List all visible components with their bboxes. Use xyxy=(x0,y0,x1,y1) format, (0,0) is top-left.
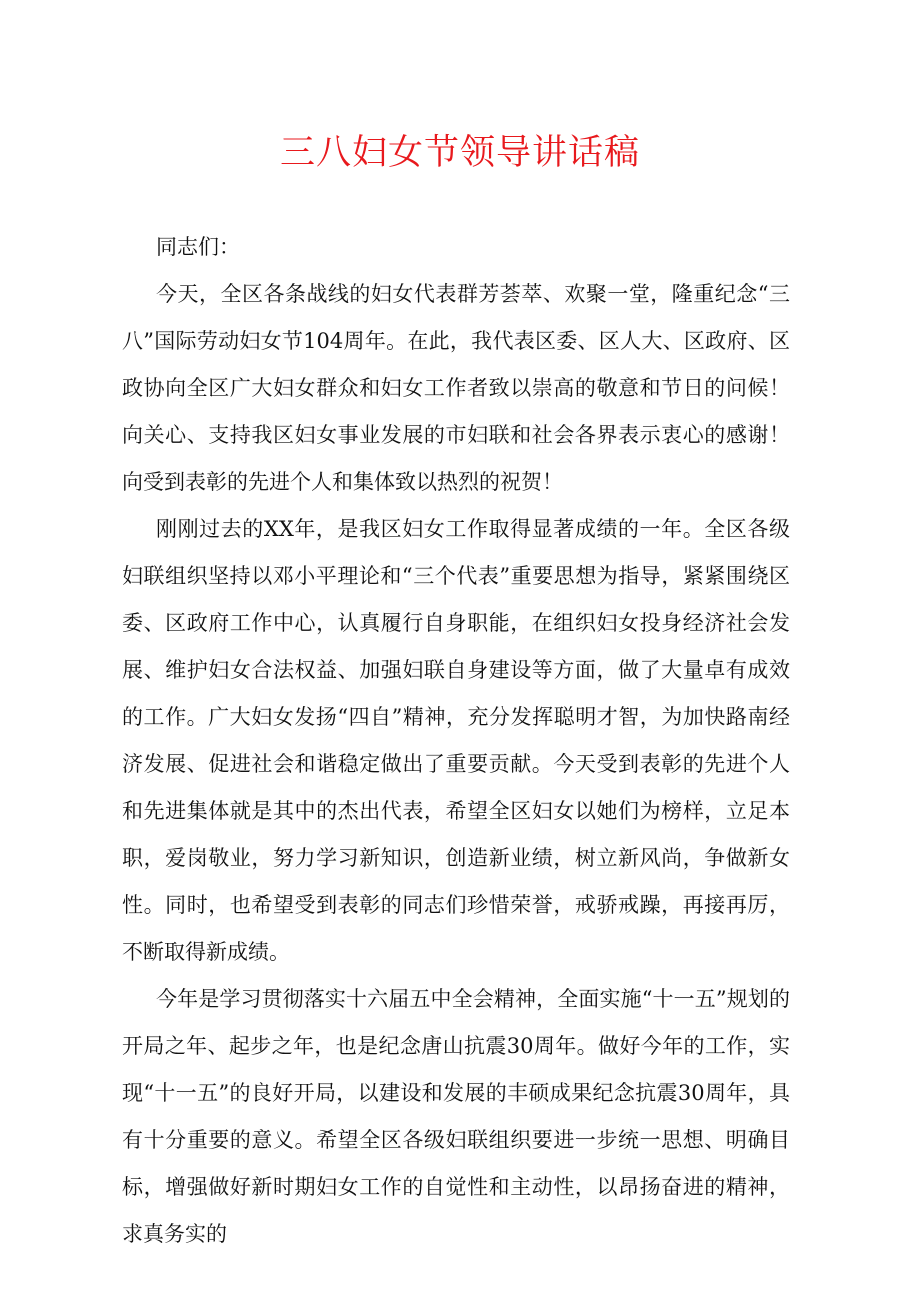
document-title: 三八妇女节领导讲话稿 xyxy=(279,133,640,173)
paragraph-3: 今年是学习贯彻落实十六届五中全会精神，全面实施“十一五”规划的开局之年、起步之年，也是纪念唐山抗震30周年。做好今年的工作，实现“十一五”的良好开局，以建设和发展的丰硕成果纪念抗震30周年，具有十分重要的意义。希望全区各级妇联组织要进一步统一思想、明确目标，增强做好新时期妇女工作的自觉性和主动性，以昂扬奋进的精神，求真务实的 xyxy=(122,987,790,1246)
document-body xyxy=(122,224,790,1258)
greeting-line: 同志们： xyxy=(156,235,240,259)
paragraph-1: 今天，全区各条战线的妇女代表群芳荟萃、欢聚一堂，隆重纪念“三八”国际劳动妇女节104周年。在此，我代表区委、区人大、区政府、区政协向全区广大妇女群众和妇女工作者致以崇高的敬意和节日的问候！向关心、支持我区妇女事业发展的市妇联和社会各界表示衷心的感谢！向受到表彰的先进个人和集体致以热烈的祝贺！ xyxy=(122,282,790,494)
paragraph-2: 刚刚过去的XX年，是我区妇女工作取得显著成绩的一年。全区各级妇联组织坚持以邓小平理论和“三个代表”重要思想为指导，紧紧围绕区委、区政府工作中心，认真履行自身职能，在组织妇女投身经济社会发展、维护妇女合法权益、加强妇联自身建设等方面，做了大量卓有成效的工作。广大妇女发扬“四自”精神，充分发挥聪明才智，为加快路南经济发展、促进社会和谐稳定做出了重要贡献。今天受到表彰的先进个人和先进集体就是其中的杰出代表，希望全区妇女以她们为榜样，立足本职，爱岗敬业，努力学习新知识，创造新业绩，树立新风尚，争做新女性。同时，也希望受到表彰的同志们珍惜荣誉，戒骄戒躁，再接再厉，不断取得新成绩。 xyxy=(122,517,790,964)
